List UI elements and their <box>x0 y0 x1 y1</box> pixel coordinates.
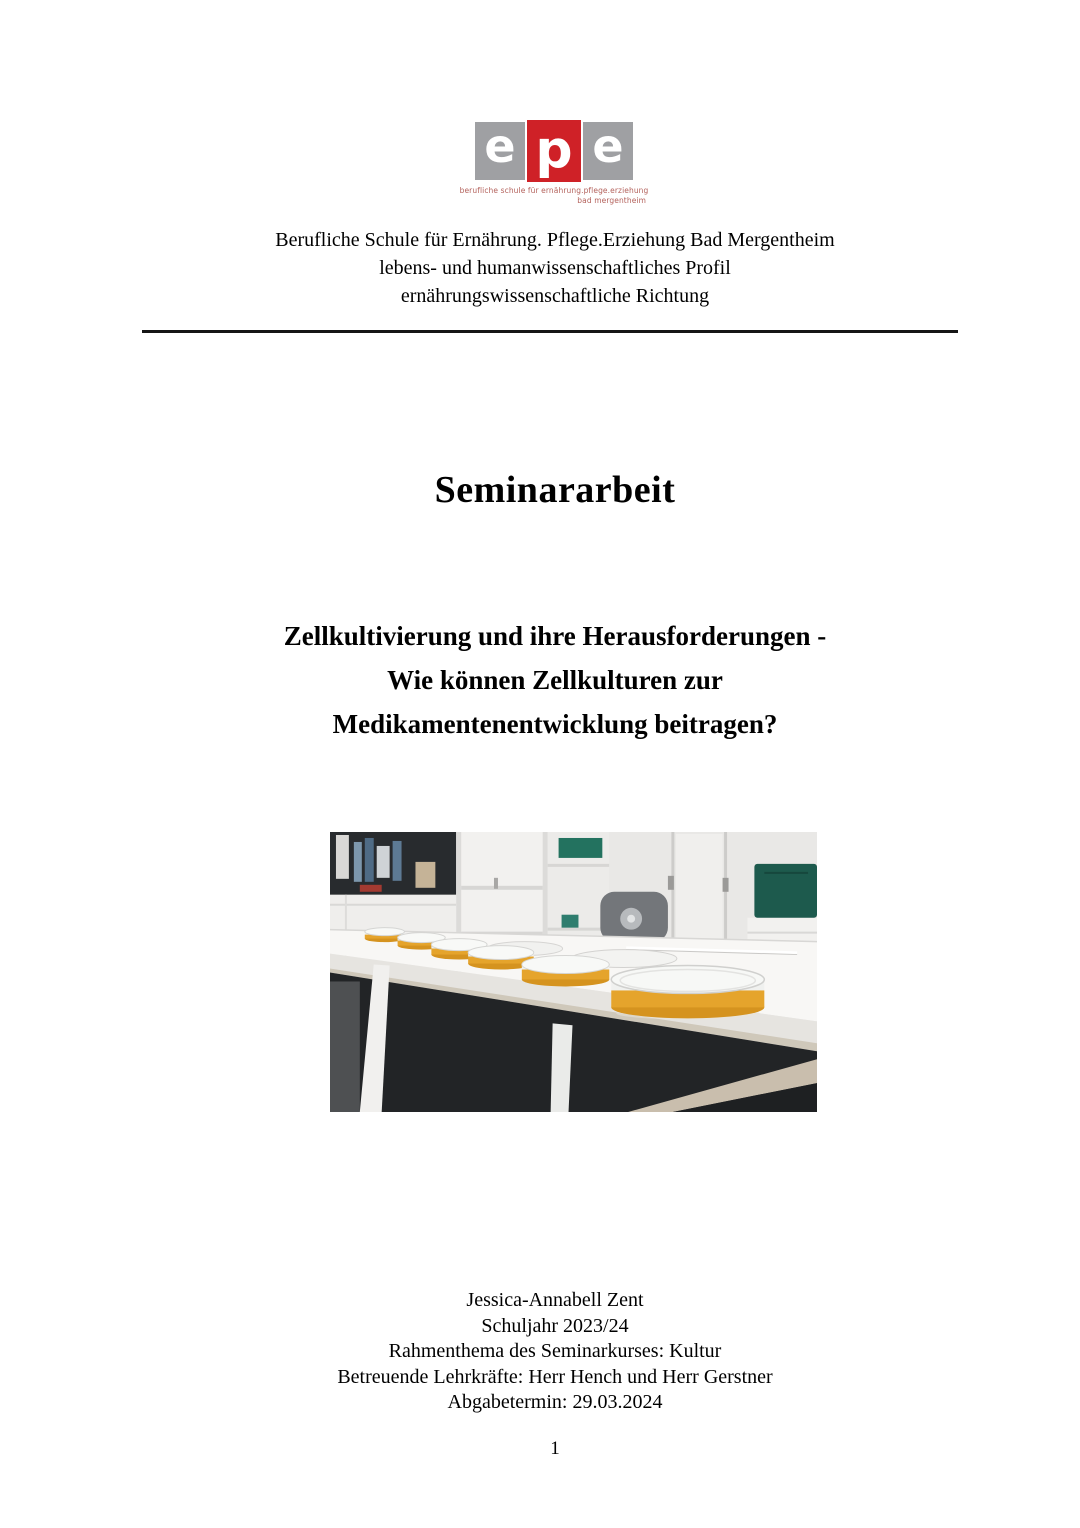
school-name-line: Berufliche Schule für Ernährung. Pflege.Erziehung Bad Mergentheim <box>275 229 835 251</box>
logo-caption-line2: bad mergentheim <box>577 196 646 205</box>
school-year: Schuljahr 2023/24 <box>481 1314 629 1337</box>
logo-caption <box>456 186 652 206</box>
author-name: Jessica-Annabell Zent <box>466 1289 644 1311</box>
author-details <box>35 1288 1075 1416</box>
logo-caption-line1: berufliche schule für ernährung.pflege.erziehung <box>459 186 649 195</box>
logo-letter-p: p <box>527 120 581 182</box>
school-header <box>35 226 1075 310</box>
logo-letter-e-right: e <box>583 122 633 180</box>
school-profile-line: lebens- und humanwissenschaftliches Profil <box>379 257 731 279</box>
topic-heading <box>35 614 1075 746</box>
logo-letter-e-left: e <box>475 122 525 180</box>
school-direction-line: ernährungswissenschaftliche Richtung <box>400 285 710 307</box>
cover-photo <box>330 832 817 1112</box>
topic-line-1: Zellkultivierung und ihre Herausforderungen - <box>283 621 827 651</box>
school-logo <box>456 120 652 206</box>
frame-topic: Rahmenthema des Seminarkurses: Kultur <box>388 1340 722 1362</box>
deadline: Abgabetermin: 29.03.2024 <box>447 1391 663 1413</box>
petri-dish-photo-illustration <box>330 832 817 1112</box>
logo-letter-boxes <box>456 120 652 182</box>
topic-line-3: Medikamentenentwicklung beitragen? <box>332 709 778 739</box>
page-number: 1 <box>550 1438 560 1459</box>
header-divider-line <box>142 330 958 333</box>
supervisors: Betreuende Lehrkräfte: Herr Hench und Herr Gerstner <box>337 1365 773 1388</box>
topic-line-2: Wie können Zellkulturen zur <box>387 665 723 695</box>
document-title: Seminararbeit <box>434 469 676 511</box>
